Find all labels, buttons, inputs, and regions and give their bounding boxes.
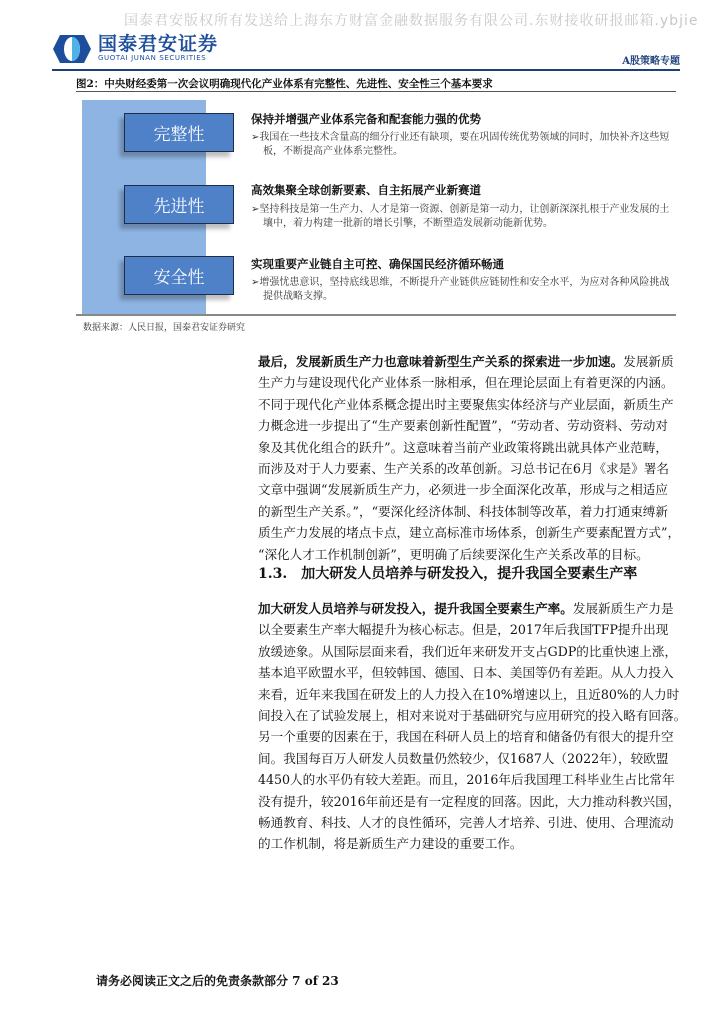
line-text: 质生产力发展的堵点卡点，建立高标准市场体系，创新生产要素配置方式”， (258, 525, 681, 541)
text-line (258, 812, 674, 833)
line-text: 来看，近年来我国在研发上的人力投入在10%增速以上，且近80%的人力时 (258, 686, 680, 702)
item-heading: 实现重要产业链自主可控、确保国民经济循环畅通 (251, 257, 504, 271)
line-text: 文章中强调“发展新质生产力，必须进一步全面深化改革，形成与之相适应 (258, 482, 668, 498)
logo-icon (52, 34, 92, 62)
line-text: 象及其优化组合的跃升”。这意味着当前产业政策将跳出就具体产业范畴， (258, 439, 668, 455)
line-text: 不同于现代化产业体系概念提出时主要聚焦实体经济与产业层面，新质生产 (258, 396, 674, 412)
lead-sentence: 最后，发展新质生产力也意味着新型生产关系的探索进一步加速。 (258, 354, 624, 369)
line-text: 发展新质生产力是 (572, 601, 674, 616)
lead-sentence: 加大研发人员培养与研发投入，提升我国全要素生产率。 (258, 601, 573, 616)
text-line (258, 833, 668, 854)
line-text: 间投入在了试验发展上，相对来说对于基础研究与应用研究的投入略有回落。 (258, 708, 687, 724)
section-heading (258, 563, 637, 583)
text-line (258, 479, 668, 500)
line-text: 力概念进一步提出了“生产要素创新性配置”，“劳动者、劳动资料、劳动对 (258, 418, 668, 434)
line-text: 间。我国每百万人研发人员数量仍然较少，仅1687人（2022年），较欧盟 (258, 750, 669, 766)
text-line (258, 619, 668, 640)
label-box: 完整性 (124, 113, 234, 152)
header-divider (52, 69, 680, 71)
line-text: 生产力与建设现代化产业体系一脉相承，但在理论层面上有着更深的内涵。 (258, 375, 674, 391)
text-line (258, 522, 681, 543)
line-text: 以全要素生产率大幅提升为核心标志。但是，2017年后我国TFP提升出现 (258, 622, 669, 638)
line-text: 放缓迹象。从国际层面来看，我们近年来研发开支占GDP的比重快速上涨， (258, 643, 678, 659)
text-line (258, 351, 674, 372)
text-line (258, 394, 674, 415)
line-text: 另一个重要的因素在于，我国在科研人员上的培育和储备仍有很大的提升空 (258, 729, 674, 745)
figure-title: 图2：中央财经委第一次会议明确现代化产业体系有完整性、先进性、安全性三个基本要求 (76, 78, 493, 90)
item-body: ➢增强忧患意识，坚持底线思维，不断提升产业链供应链韧性和安全水平，为应对各种风险挑战提供战略支撑。 (251, 277, 670, 302)
watermark: 国泰君安版权所有发送给上海东方财富金融数据服务有限公司.东财接收研报邮箱.ybjie (124, 13, 699, 29)
figure-source: 数据来源：人民日报，国泰君安证券研究 (83, 323, 246, 333)
text-line (258, 437, 668, 458)
text-line (258, 415, 668, 436)
paragraph (258, 598, 687, 855)
figure-bottom-divider (76, 314, 676, 316)
line-text: 的新型生产关系。”，“要深化经济体制、科技体制等改革，着力打通束缚新 (258, 503, 668, 519)
item-heading: 高效集聚全球创新要素、自主拓展产业新赛道 (251, 183, 481, 197)
line-text: 发展新质 (623, 354, 674, 369)
item-heading: 保持并增强产业体系完备和配套能力强的优势 (251, 112, 481, 126)
section-title: 加大研发人员培养与研发投入，提升我国全要素生产率 (301, 566, 638, 582)
label-box: 安全性 (124, 256, 234, 295)
section-number: 1.3. (258, 566, 288, 582)
text-line (258, 769, 675, 790)
text-line (258, 501, 668, 522)
text-line (258, 705, 687, 726)
text-line (258, 662, 674, 683)
text-line (258, 791, 681, 812)
text-line (258, 684, 680, 705)
line-text: 4450人的水平仍有较大差距。而且，2016年后我国理工科毕业生占比常年 (258, 772, 675, 788)
logo-en: GUOTAI JUNAN SECURITIES (98, 54, 207, 62)
line-text: “深化人才工作机制创新”，更明确了后续要深化生产关系改革的目标。 (258, 546, 649, 562)
item-body: ➢我国在一些技术含量高的细分行业还有缺项，要在巩固传统优势领域的同时，加快补齐这些短板，不断提高产业体系完整性。 (251, 132, 670, 157)
line-text: 畅通教育、科技、人才的良性循环，完善人才培养、引进、使用、合理流动 (258, 815, 674, 831)
company-logo (52, 34, 218, 62)
report-type: A股策略专题 (622, 56, 680, 67)
logo-cn: 国泰君安证券 (98, 33, 219, 55)
text-line (258, 598, 674, 619)
text-line (258, 544, 668, 565)
label-box: 先进性 (124, 185, 234, 224)
text-line (258, 641, 678, 662)
paragraph (258, 351, 681, 565)
text-line (258, 372, 674, 393)
footer-disclaimer: 请务必阅读正文之后的免责条款部分 7 of 23 (96, 974, 339, 988)
text-line (258, 458, 668, 479)
figure-divider (76, 91, 676, 92)
line-text: 没有提升，较2016年前还是有一定程度的回落。因此，大力推动科教兴国， (258, 793, 681, 809)
line-text: 而涉及对于人力要素、生产关系的改革创新。习总书记在6月《求是》署名 (258, 461, 670, 477)
item-body: ➢坚持科技是第一生产力、人才是第一资源、创新是第一动力，让创新深深扎根于产业发展的土壤中，着力构建一批新的增长引擎，不断塑造发展新动能新优势。 (251, 204, 670, 229)
text-line (258, 748, 668, 769)
line-text: 基本追平欧盟水平，但较韩国、德国、日本、美国等仍有差距。从人力投入 (258, 665, 674, 681)
line-text: 的工作机制，将是新质生产力建设的重要工作。 (258, 836, 523, 852)
text-line (258, 726, 674, 747)
